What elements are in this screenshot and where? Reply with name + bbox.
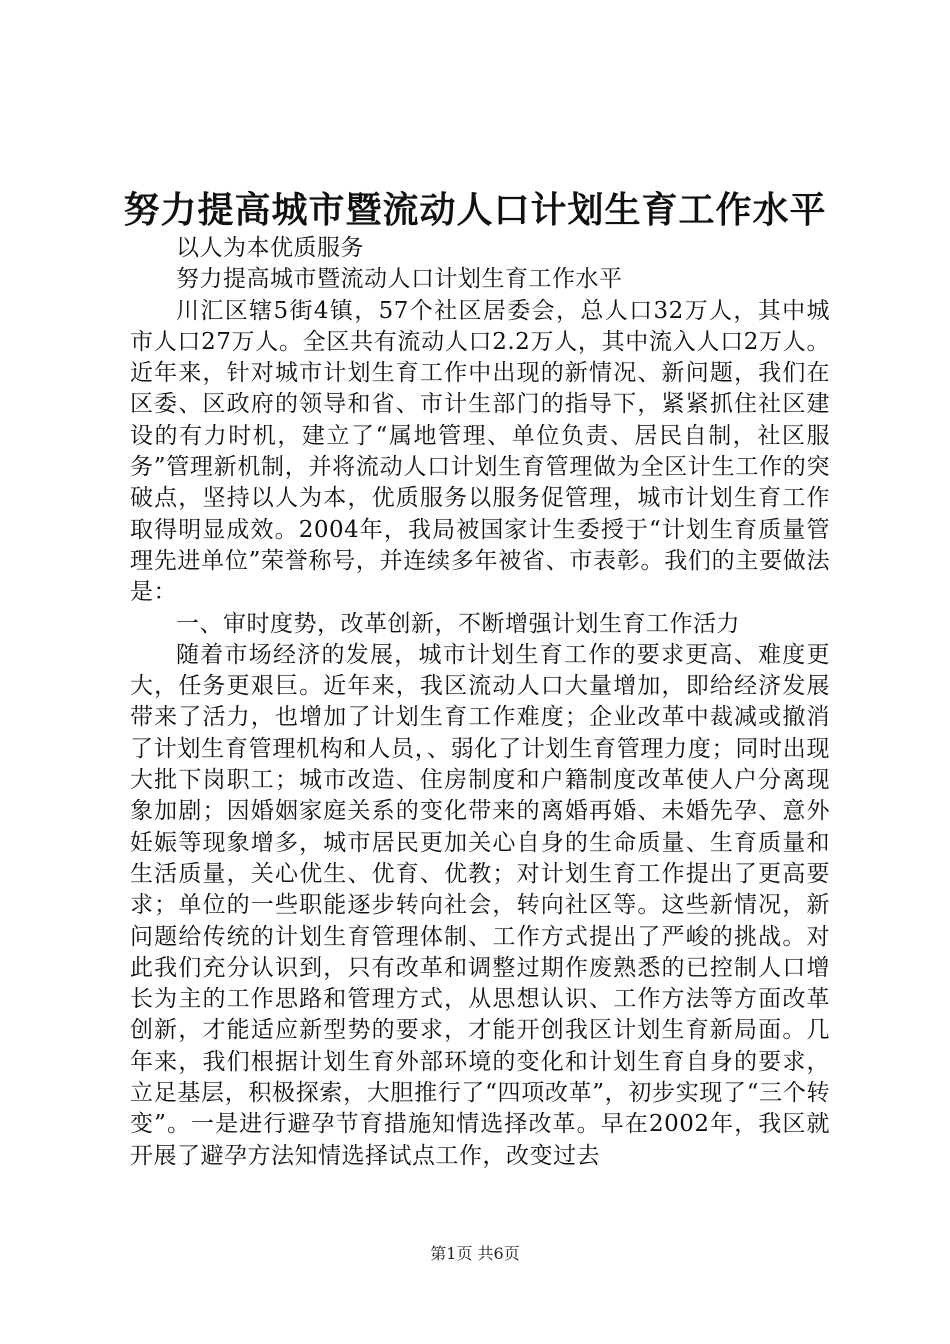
page-footer: 第1页 共6页 xyxy=(430,1244,520,1263)
subtitle-line-2: 努力提高城市暨流动人口计划生育工作水平 xyxy=(176,266,623,293)
document-title: 努力提高城市暨流动人口计划生育工作水平 xyxy=(123,189,827,231)
paragraph-intro: 川汇区辖5街4镇，57个社区居委会，总人口32万人，其中城市人口27万人。全区共有流动人口2.2万人，其中流入人口2万人。近年来，针对城市计划生育工作中出现的新情况、新问题，我们在区委、区政府的领导和省、市计生部门的指导下，紧紧抓住社区建设的有力时机，建立了“属地管理、单位负责、居民自制，社区服务”管理新机制，并将流动人口计划生育管理做为全区计生工作的突破点，坚持以人为本，优质服务以服务促管理，城市计划生育工作取得明显成效。2004年，我局被国家计生委授于“计划生育质量管理先进单位”荣誉称号，并连续多年被省、市表彰。我们的主要做法是： xyxy=(130,297,830,606)
subtitle-line-1: 以人为本优质服务 xyxy=(176,235,364,261)
paragraph-section-1: 随着市场经济的发展，城市计划生育工作的要求更高、难度更大，任务更艰巨。近年来，我区流动人口大量增加，即给经济发展带来了活力，也增加了计划生育工作难度；企业改革中裁减或撤消了计划生育管理机构和人员，、弱化了计划生育管理力度；同时出现大批下岗职工；城市改造、住房制度和户籍制度改革使人户分离现象加剧；因婚姻家庭关系的变化带来的离婚再婚、未婚先孕、意外妊娠等现象增多，城市居民更加关心自身的生命质量、生育质量和生活质量，关心优生、优育、优教；对计划生育工作提出了更高要求；单位的一些职能逐步转向社会，转向社区等。这些新情况，新问题给传统的计划生育管理体制、工作方式提出了严峻的挑战。对此我们充分认识到，只有改革和调整过期作废熟悉的已控制人口增长为主的工作思路和管理方式，从思想认识、工作方法等方面改革创新，才能适应新型势的要求，才能开创我区计划生育新局面。几年来，我们根据计划生育外部环境的变化和计划生育自身的要求，立足基层，积极探索，大胆推行了“四项改革”，初步实现了“三个转变”。一是进行避孕节育措施知情选择改革。早在2002年，我区就开展了避孕方法知情选择试点工作，改变过去 xyxy=(130,641,830,1169)
document-body xyxy=(130,233,830,1172)
section-heading-1: 一、审时度势，改革创新，不断增强计划生育工作活力 xyxy=(176,610,740,637)
